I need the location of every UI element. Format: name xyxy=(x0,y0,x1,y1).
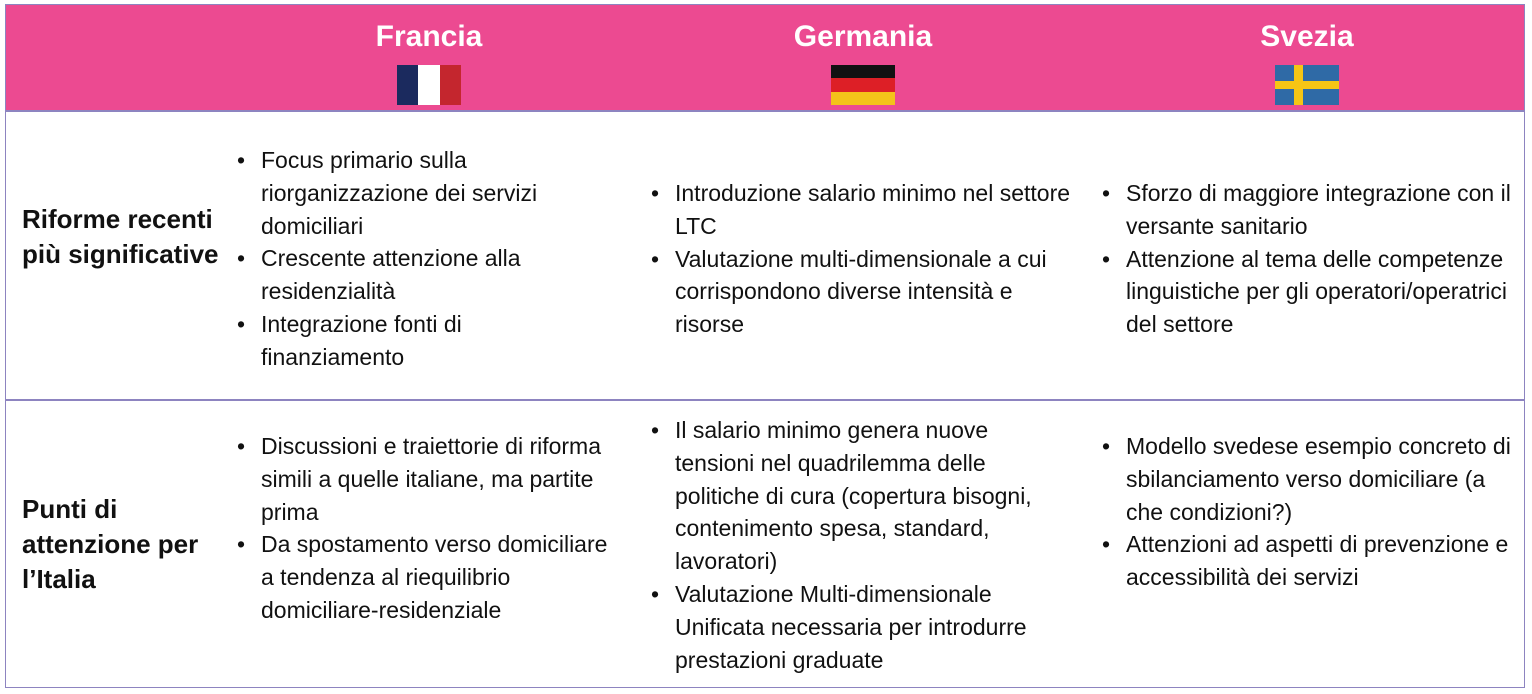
cell-punti-svezia xyxy=(1101,430,1511,594)
list-item: • Discussioni e traiettorie di riforma simili a quelle italiane, ma partite prima xyxy=(236,430,626,528)
list-item: • Da spostamento verso domiciliare a tendenza al riequilibrio domiciliare-residenziale xyxy=(236,528,626,626)
list-item: • Crescente attenzione alla residenzialità xyxy=(236,242,596,308)
table-header xyxy=(5,4,1525,112)
column-title-germania: Germania xyxy=(793,20,933,53)
column-francia xyxy=(234,5,624,113)
list-item: • Il salario minimo genera nuove tensioni nel quadrilemma delle politiche di cura (copertura bisogni, contenimento spesa, standard, lavoratori) xyxy=(650,414,1060,578)
list-item: • Introduzione salario minimo nel settore LTC xyxy=(650,177,1080,243)
cell-punti-francia xyxy=(236,430,626,627)
list-item: • Valutazione multi-dimensionale a cui corrispondono diverse intensità e risorse xyxy=(650,243,1080,341)
list-item: • Valutazione Multi-dimensionale Unificata necessaria per introdurre prestazioni graduate xyxy=(650,578,1060,676)
germany-flag-icon xyxy=(831,65,895,105)
column-title-francia: Francia xyxy=(375,20,483,53)
row-divider xyxy=(5,399,1525,401)
cell-riforme-germania xyxy=(650,177,1080,341)
cell-punti-germania xyxy=(650,414,1060,676)
france-flag-icon xyxy=(397,65,461,105)
column-title-svezia: Svezia xyxy=(1260,20,1354,53)
list-item: • Attenzioni ad aspetti di prevenzione e accessibilità dei servizi xyxy=(1101,528,1511,594)
list-item: • Attenzione al tema delle competenze linguistiche per gli operatori/operatrici del settore xyxy=(1101,243,1521,341)
list-item: • Modello svedese esempio concreto di sbilanciamento verso domiciliare (a che condizioni?) xyxy=(1101,430,1511,528)
column-germania xyxy=(668,5,1058,113)
row-label-riforme: Riforme recenti più significative xyxy=(22,204,219,269)
list-item: • Integrazione fonti di finanziamento xyxy=(236,308,596,374)
cell-riforme-francia xyxy=(236,144,596,374)
list-item: • Focus primario sulla riorganizzazione dei servizi domiciliari xyxy=(236,144,596,242)
column-svezia xyxy=(1112,5,1502,113)
list-item: • Sforzo di maggiore integrazione con il versante sanitario xyxy=(1101,177,1521,243)
cell-riforme-svezia xyxy=(1101,177,1521,341)
row-label-punti-attenzione: Punti di attenzione per l’Italia xyxy=(22,494,199,594)
sweden-flag-icon xyxy=(1275,65,1339,105)
